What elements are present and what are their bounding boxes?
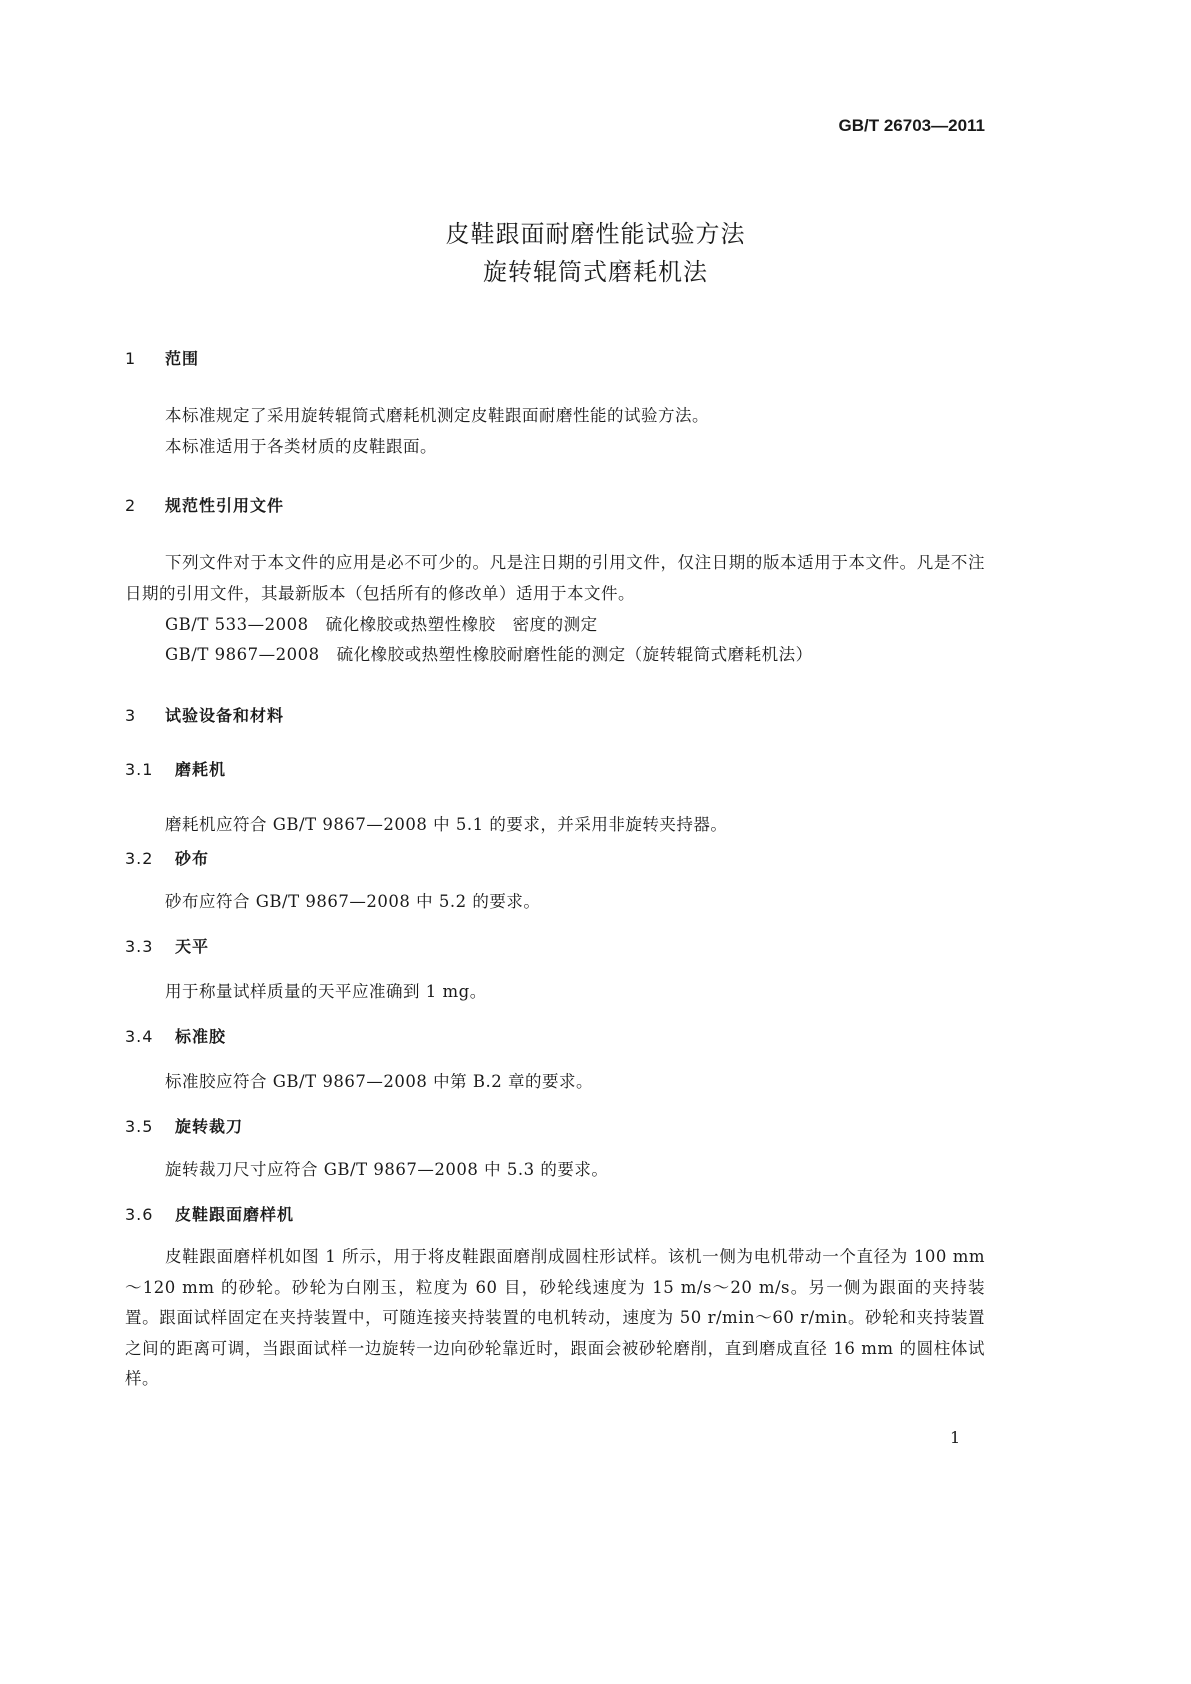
section-title: 规范性引用文件 (165, 496, 285, 515)
section-number: 3.3 (125, 937, 154, 956)
section-title: 皮鞋跟面磨样机 (175, 1205, 295, 1224)
subsection-3-6-heading (125, 1202, 294, 1225)
normative-reference: GB/T 9867—2008 硫化橡胶或热塑性橡胶耐磨性能的测定（旋转辊筒式磨耗机法） (165, 645, 813, 664)
subsection-3-4-heading (125, 1024, 226, 1047)
standard-number: GB/T 26703—2011 (838, 116, 985, 135)
section-title: 天平 (175, 937, 210, 956)
document-subtitle: 旋转辊筒式磨耗机法 (483, 258, 708, 286)
paragraph: 皮鞋跟面磨样机如图 1 所示，用于将皮鞋跟面磨削成圆柱形试样。该机一侧为电机带动一个直径为 100 mm～120 mm 的砂轮。砂轮为白刚玉，粒度为 60 目，砂轮线速度为 15 m/s～20 m/s。另一侧为跟面的夹持装置。跟面试样固定在夹持装置中，可随连接夹持装置的电机转动，速度为 50 r/min～60 r/min。砂轮和夹持装置之间的距离可调，当跟面试样一边旋转一边向砂轮靠近时，跟面会被砂轮磨削，直到磨成直径 16 mm 的圆柱体试样。 (125, 1247, 985, 1388)
section-number: 2 (125, 496, 137, 515)
section-title: 砂布 (175, 849, 210, 868)
paragraph: 旋转裁刀尺寸应符合 GB/T 9867—2008 中 5.3 的要求。 (165, 1160, 609, 1179)
normative-reference: GB/T 533—2008 硫化橡胶或热塑性橡胶 密度的测定 (165, 615, 598, 634)
section-title: 范围 (165, 349, 200, 368)
section-number: 3 (125, 706, 137, 725)
section-title: 试验设备和材料 (165, 706, 285, 725)
subsection-3-2-heading (125, 846, 209, 869)
section-3-heading (125, 703, 284, 726)
subsection-3-1-heading (125, 757, 226, 780)
paragraph: 用于称量试样质量的天平应准确到 1 mg。 (165, 982, 487, 1001)
section-number: 1 (125, 349, 137, 368)
section-title: 标准胶 (175, 1027, 227, 1046)
section-title: 磨耗机 (175, 760, 227, 779)
subsection-3-5-heading (125, 1114, 243, 1137)
paragraph: 本标准规定了采用旋转辊筒式磨耗机测定皮鞋跟面耐磨性能的试验方法。 (165, 406, 709, 425)
paragraph: 磨耗机应符合 GB/T 9867—2008 中 5.1 的要求，并采用非旋转夹持器。 (165, 815, 728, 834)
section-number: 3.4 (125, 1027, 154, 1046)
section-1-heading (125, 346, 199, 369)
section-title: 旋转裁刀 (175, 1117, 244, 1136)
section-2-heading (125, 493, 284, 516)
subsection-3-3-heading (125, 934, 209, 957)
section-number: 3.6 (125, 1205, 154, 1224)
section-number: 3.1 (125, 760, 154, 779)
page-number: 1 (950, 1428, 961, 1447)
section-number: 3.5 (125, 1117, 154, 1136)
paragraph: 标准胶应符合 GB/T 9867—2008 中第 B.2 章的要求。 (165, 1072, 593, 1091)
document-title: 皮鞋跟面耐磨性能试验方法 (445, 220, 746, 248)
section-number: 3.2 (125, 849, 154, 868)
paragraph: 下列文件对于本文件的应用是必不可少的。凡是注日期的引用文件，仅注日期的版本适用于本文件。凡是不注日期的引用文件，其最新版本（包括所有的修改单）适用于本文件。 (125, 553, 985, 603)
paragraph: 砂布应符合 GB/T 9867—2008 中 5.2 的要求。 (165, 892, 541, 911)
paragraph: 本标准适用于各类材质的皮鞋跟面。 (165, 437, 437, 456)
